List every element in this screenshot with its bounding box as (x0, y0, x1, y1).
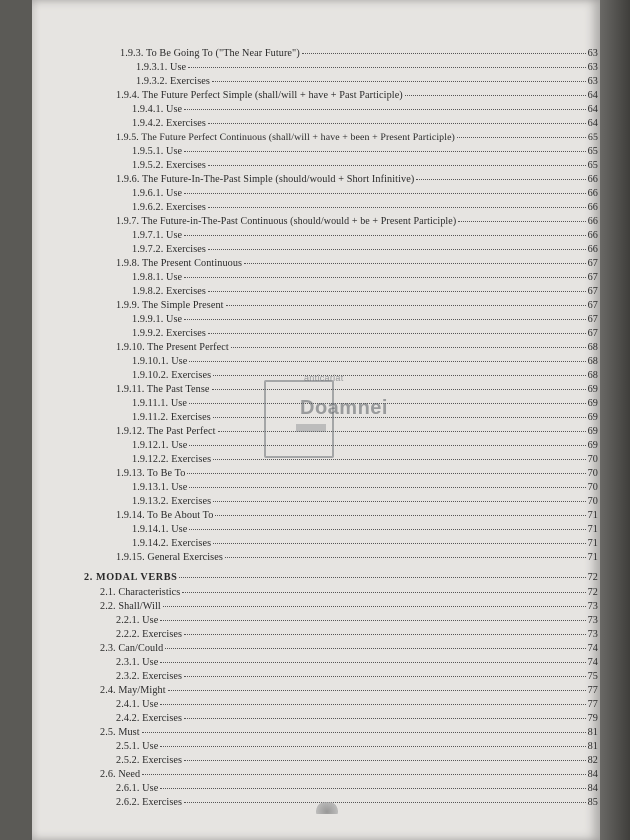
toc-page-number: 69 (587, 426, 598, 437)
toc-entry-2-3-2 (116, 671, 598, 682)
toc-page-number: 65 (587, 132, 598, 143)
toc-entry-2-4-1 (116, 699, 598, 710)
dot-leader (213, 501, 585, 502)
toc-entry-label: 1.9.13.2. Exercises (132, 496, 212, 507)
dot-leader (160, 662, 585, 663)
toc-page-number: 66 (587, 216, 598, 227)
dot-leader (212, 81, 586, 82)
toc-entry-1-9-12-2 (132, 454, 598, 465)
toc-page-number: 70 (587, 468, 598, 479)
toc-page-number: 66 (587, 202, 598, 213)
book-page (32, 0, 600, 840)
toc-entry-2-5 (100, 727, 598, 738)
toc-page-number: 84 (587, 769, 598, 780)
toc-entry-2-2-2 (116, 629, 598, 640)
toc-entry-label: 1.9.9. The Simple Present (116, 300, 224, 311)
toc-entry-1-9-4 (116, 90, 598, 101)
dot-leader (184, 676, 586, 677)
toc-page-number: 64 (587, 104, 598, 115)
toc-page-number: 69 (587, 384, 598, 395)
toc-entry-2-6-2 (116, 797, 598, 808)
toc-entry-label: 1.9.3.2. Exercises (136, 76, 210, 87)
dot-leader (189, 361, 585, 362)
toc-page-number: 82 (587, 755, 598, 766)
toc-page-number: 63 (587, 62, 598, 73)
toc-entry-label: 2.4.1. Use (116, 699, 159, 710)
toc-page-number: 70 (587, 454, 598, 465)
toc-entry-1-9-10-2 (132, 370, 598, 381)
toc-entry-label: 2.1. Characteristics (100, 587, 181, 598)
toc-page-number: 85 (587, 797, 598, 808)
toc-page-number: 73 (587, 601, 598, 612)
toc-entry-label: 1.9.10.2. Exercises (132, 370, 212, 381)
toc-entry-1-9-13-1 (132, 482, 598, 493)
toc-entry-1-9-7-2 (132, 244, 598, 255)
dot-leader (189, 487, 585, 488)
toc-entry-label: 1.9.13. To Be To (116, 468, 186, 479)
dot-leader (184, 634, 586, 635)
toc-entry-1-9-7 (116, 216, 598, 227)
toc-entry-label: 1.9.5.2. Exercises (132, 160, 206, 171)
toc-page-number: 71 (587, 552, 598, 563)
toc-entry-label: 2.5.1. Use (116, 741, 159, 752)
toc-page-number: 72 (587, 572, 598, 583)
dot-leader (416, 179, 585, 180)
toc-entry-1-9-6-2 (132, 202, 598, 213)
toc-entry-label: 1.9.7.2. Exercises (132, 244, 206, 255)
toc-entry-2-2-1 (116, 615, 598, 626)
dot-leader (225, 557, 586, 558)
dot-leader (215, 515, 585, 516)
toc-entry-1-9-5 (116, 132, 598, 143)
toc-page-number: 64 (587, 118, 598, 129)
dot-leader (458, 221, 586, 222)
toc-entry-label: 2.6.1. Use (116, 783, 159, 794)
toc-entry-2-3-1 (116, 657, 598, 668)
toc-entry-label: 1.9.9.2. Exercises (132, 328, 206, 339)
dot-leader (213, 459, 585, 460)
toc-page-number: 75 (587, 671, 598, 682)
toc-entry-label: 1.9.13.1. Use (132, 482, 188, 493)
dot-leader (231, 347, 586, 348)
toc-entry-label: 1.9.8.1. Use (132, 272, 183, 283)
dot-leader (302, 53, 586, 54)
dot-leader (184, 193, 585, 194)
dot-leader (182, 592, 585, 593)
toc-entry-label: 1.9.14.2. Exercises (132, 538, 212, 549)
toc-page-number: 67 (587, 314, 598, 325)
toc-entry-label: 1.9.4.2. Exercises (132, 118, 206, 129)
toc-entry-label: 2.3. Can/Could (100, 643, 164, 654)
toc-page-number: 77 (587, 685, 598, 696)
toc-page-number: 67 (587, 328, 598, 339)
toc-entry-label: 1.9.7. The Future-in-The-Past Continuous (should/would + be + Present Participle) (116, 216, 457, 227)
toc-entry-label: 1.9.6.1. Use (132, 188, 183, 199)
dot-leader (184, 802, 586, 803)
dot-leader (165, 648, 585, 649)
toc-entry-label: 1.9.11.1. Use (132, 398, 187, 409)
toc-entry-label: 2.2.1. Use (116, 615, 159, 626)
toc-entry-1-9-8 (116, 258, 598, 269)
toc-entry-label: 2.5.2. Exercises (116, 755, 183, 766)
dot-leader (179, 577, 585, 578)
toc-entry-label: 1.9.8. The Present Continuous (116, 258, 243, 269)
dot-leader (187, 473, 585, 474)
toc-entry-label: 1.9.14. To Be About To (116, 510, 214, 521)
dot-leader (160, 620, 585, 621)
toc-entry-1-9-14 (116, 510, 598, 521)
toc-entry-label: 2.4.2. Exercises (116, 713, 183, 724)
dot-leader (142, 732, 586, 733)
dot-leader (213, 543, 585, 544)
toc-page-number: 73 (587, 629, 598, 640)
toc-entry-1-9-12-1 (132, 440, 598, 451)
toc-entry-label: 1.9.12. The Past Perfect (116, 426, 216, 437)
dot-leader (213, 375, 585, 376)
dot-leader (184, 151, 585, 152)
toc-entry-label: 1.9.12.1. Use (132, 440, 188, 451)
toc-entry-label: 2.6.2. Exercises (116, 797, 183, 808)
dot-leader (208, 249, 586, 250)
toc-page-number: 67 (587, 272, 598, 283)
toc-entry-2-5-1 (116, 741, 598, 752)
toc-entry-1-9-10 (116, 342, 598, 353)
toc-page-number: 65 (587, 146, 598, 157)
dot-leader (184, 235, 585, 236)
toc-page-number: 68 (587, 370, 598, 381)
toc-page-number: 70 (587, 496, 598, 507)
toc-entry-label: 1.9.12.2. Exercises (132, 454, 212, 465)
dot-leader (189, 445, 585, 446)
dot-leader (405, 95, 586, 96)
toc-entry-1-9-14-2 (132, 538, 598, 549)
toc-entry-2-4-2 (116, 713, 598, 724)
dot-leader (163, 606, 586, 607)
toc-entry-1-9-3-1 (136, 62, 598, 73)
toc-entry-1-9-9-1 (132, 314, 598, 325)
toc-entry-label: 1.9.8.2. Exercises (132, 286, 206, 297)
dot-leader (184, 718, 586, 719)
dot-leader (160, 746, 585, 747)
toc-entry-label: 1.9.6.2. Exercises (132, 202, 206, 213)
toc-entry-label: 1.9.5.1. Use (132, 146, 183, 157)
toc-entry-label: 2.5. Must (100, 727, 140, 738)
toc-entry-label: 2.3.1. Use (116, 657, 159, 668)
dot-leader (160, 704, 585, 705)
toc-entry-1-9-9 (116, 300, 598, 311)
dot-leader (457, 137, 586, 138)
toc-page-number: 77 (587, 699, 598, 710)
toc-entry-label: 2.3.2. Exercises (116, 671, 183, 682)
dot-leader (208, 333, 586, 334)
page-edge-shadow (600, 0, 630, 840)
toc-entry-label: 1.9.11. The Past Tense (116, 384, 210, 395)
toc-page-number: 71 (587, 524, 598, 535)
toc-page-number: 74 (587, 657, 598, 668)
toc-entry-label: 2.2. Shall/Will (100, 601, 161, 612)
toc-page-number: 63 (587, 76, 598, 87)
toc-page-number: 63 (587, 48, 598, 59)
toc-entry-1-9-12 (116, 426, 598, 437)
toc-entry-1-9-13-2 (132, 496, 598, 507)
toc-entry-1-9-11 (116, 384, 598, 395)
watermark-stamp-bar (296, 424, 326, 432)
dot-leader (208, 165, 586, 166)
toc-page-number: 67 (587, 286, 598, 297)
toc-page-number: 66 (587, 174, 598, 185)
toc-entry-1-9-5-1 (132, 146, 598, 157)
toc-entry-label: 1.9.4. The Future Perfect Simple (shall/will + have + Past Participle) (116, 90, 403, 101)
toc-entry-1-9-3 (120, 48, 598, 59)
toc-page-number: 69 (587, 398, 598, 409)
dot-leader (142, 774, 585, 775)
dot-leader (208, 207, 586, 208)
toc-entry-1-9-13 (116, 468, 598, 479)
dot-leader (184, 109, 585, 110)
toc-page-number: 71 (587, 538, 598, 549)
toc-page-number: 69 (587, 412, 598, 423)
watermark-stamp-top-text: anticariat (304, 373, 344, 383)
toc-entry-label: 2.4. May/Might (100, 685, 166, 696)
toc-chapter-2 (84, 572, 598, 583)
toc-entry-label: 1.9.5. The Future Perfect Continuous (shall/will + have + been + Present Participle) (116, 132, 455, 143)
toc-entry-2-1 (100, 587, 598, 598)
toc-page-number: 79 (587, 713, 598, 724)
dot-leader (208, 291, 586, 292)
toc-page-number: 81 (587, 727, 598, 738)
toc-entry-label: 1.9.10.1. Use (132, 356, 188, 367)
toc-entry-2-3 (100, 643, 598, 654)
toc-entry-1-9-6 (116, 174, 598, 185)
toc-entry-label: 1.9.3.1. Use (136, 62, 187, 73)
toc-entry-1-9-4-1 (132, 104, 598, 115)
toc-page-number: 67 (587, 300, 598, 311)
toc-entry-label: 1.9.3. To Be Going To ("The Near Future") (120, 48, 300, 59)
toc-chapter-label: 2. MODAL VERBS (84, 572, 178, 583)
toc-entry-label: 1.9.14.1. Use (132, 524, 188, 535)
toc-page-number: 66 (587, 230, 598, 241)
toc-page-number: 70 (587, 482, 598, 493)
dot-leader (226, 305, 586, 306)
toc-entry-1-9-8-2 (132, 286, 598, 297)
toc-entry-2-6-1 (116, 783, 598, 794)
toc-entry-1-9-14-1 (132, 524, 598, 535)
toc-entry-label: 1.9.9.1. Use (132, 314, 183, 325)
toc-page-number: 66 (587, 188, 598, 199)
dot-leader (244, 263, 586, 264)
toc-entry-label: 2.2.2. Exercises (116, 629, 183, 640)
dot-leader (208, 123, 586, 124)
toc-entry-1-9-5-2 (132, 160, 598, 171)
toc-entry-1-9-8-1 (132, 272, 598, 283)
toc-entry-1-9-3-2 (136, 76, 598, 87)
toc-page-number: 73 (587, 615, 598, 626)
toc-entry-1-9-15 (116, 552, 598, 563)
toc-entry-label: 1.9.7.1. Use (132, 230, 183, 241)
dot-leader (184, 277, 585, 278)
toc-entry-1-9-6-1 (132, 188, 598, 199)
watermark-stamp-main-text: Doamnei (300, 397, 388, 419)
toc-entry-label: 1.9.6. The Future-In-The-Past Simple (should/would + Short Infinitive) (116, 174, 415, 185)
toc-page-number: 84 (587, 783, 598, 794)
dot-leader (184, 760, 586, 761)
toc-page-number: 69 (587, 440, 598, 451)
toc-page-number: 81 (587, 741, 598, 752)
toc-entry-1-9-7-1 (132, 230, 598, 241)
toc-page-number: 64 (587, 90, 598, 101)
toc-entry-2-4 (100, 685, 598, 696)
dot-leader (189, 529, 585, 530)
book-spine-shadow (0, 0, 32, 840)
toc-page-number: 67 (587, 258, 598, 269)
toc-entry-label: 1.9.10. The Present Perfect (116, 342, 229, 353)
toc-page-number: 65 (587, 160, 598, 171)
toc-entry-label: 1.9.15. General Exercises (116, 552, 223, 563)
toc-entry-label: 1.9.4.1. Use (132, 104, 183, 115)
toc-page-number: 66 (587, 244, 598, 255)
toc-page-number: 72 (587, 587, 598, 598)
dot-leader (160, 788, 585, 789)
toc-page-number: 71 (587, 510, 598, 521)
toc-page-number: 68 (587, 342, 598, 353)
toc-entry-2-2 (100, 601, 598, 612)
toc-entry-1-9-9-2 (132, 328, 598, 339)
toc-page-number: 74 (587, 643, 598, 654)
toc-entry-2-5-2 (116, 755, 598, 766)
toc-entry-label: 2.6. Need (100, 769, 141, 780)
dot-leader (188, 67, 585, 68)
dot-leader (168, 690, 586, 691)
dot-leader (184, 319, 585, 320)
page-ornament (315, 802, 339, 814)
toc-entry-2-6 (100, 769, 598, 780)
toc-page-number: 68 (587, 356, 598, 367)
toc-entry-1-9-10-1 (132, 356, 598, 367)
toc-entry-1-9-4-2 (132, 118, 598, 129)
toc-entry-label: 1.9.11.2. Exercises (132, 412, 211, 423)
